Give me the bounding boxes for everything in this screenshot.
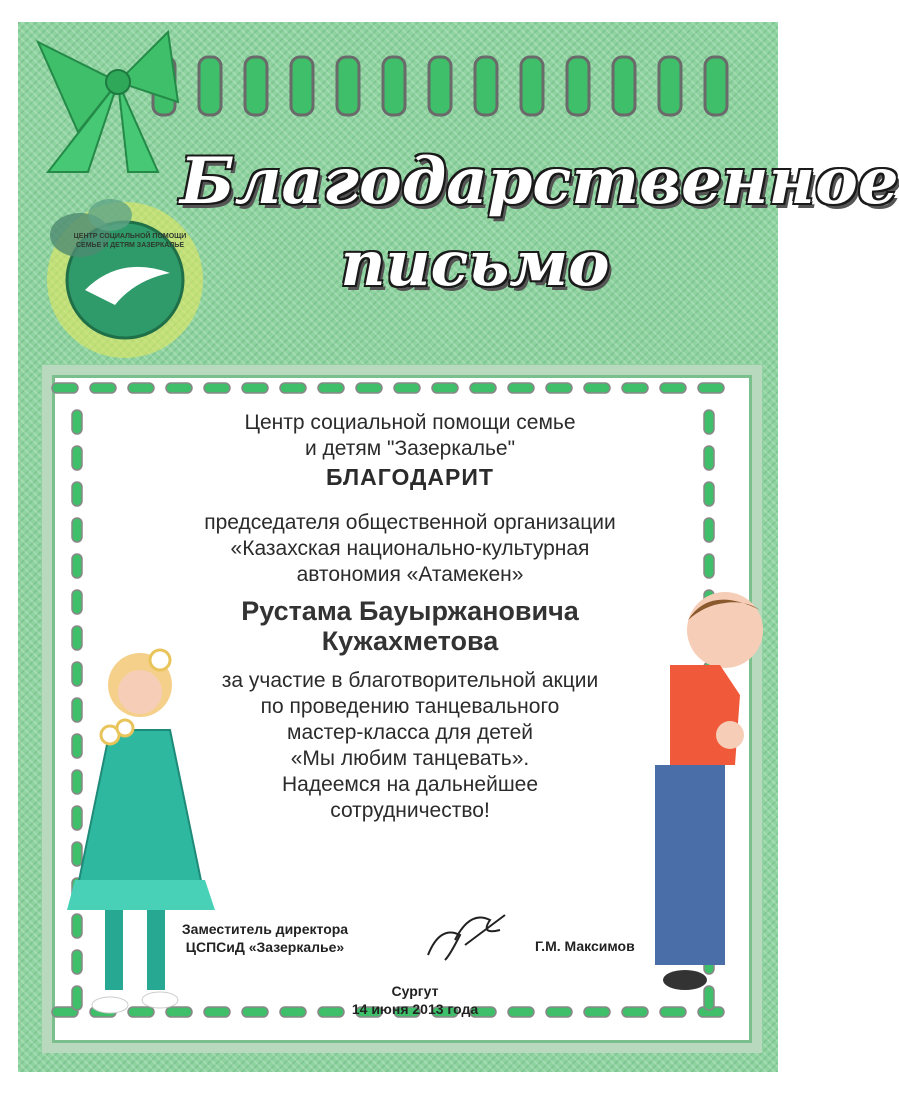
- signatory-title: [165, 920, 365, 956]
- ribbon-loop: [383, 57, 405, 115]
- frame-stitch: [432, 383, 458, 393]
- role-line-3: автономия «Атамекен»: [296, 563, 524, 586]
- frame-stitch: [356, 383, 382, 393]
- frame-stitch: [704, 518, 714, 542]
- thanks-text: БЛАГОДАРИТ: [326, 464, 494, 490]
- message-line-4: «Мы любим танцевать».: [290, 747, 530, 770]
- ribbon-loop: [199, 57, 221, 115]
- ribbon-loop: [521, 57, 543, 115]
- logo-text: ЦЕНТР СОЦИАЛЬНОЙ ПОМОЩИ СЕМЬЕ И ДЕТЯМ ЗАЗЕРКАЛЬЕ: [73, 233, 187, 249]
- ribbon-loop: [337, 57, 359, 115]
- frame-stitch: [280, 383, 306, 393]
- ribbon-loop: [429, 57, 451, 115]
- city: Сургут: [391, 983, 439, 999]
- frame-stitch: [704, 482, 714, 506]
- frame-stitch: [508, 383, 534, 393]
- frame-stitch: [242, 383, 268, 393]
- frame-stitch: [72, 518, 82, 542]
- frame-stitch: [622, 383, 648, 393]
- frame-stitch: [52, 383, 78, 393]
- certificate-body: [150, 410, 670, 824]
- frame-stitch: [660, 383, 686, 393]
- frame-stitch: [584, 383, 610, 393]
- signatory-name: Г.М. Максимов: [535, 938, 635, 954]
- message-line-2: по проведению танцевального: [260, 695, 560, 718]
- certificate-heading: [180, 140, 899, 304]
- ribbon-loop: [291, 57, 313, 115]
- ribbon-binding: [18, 22, 778, 142]
- ribbon-loop: [659, 57, 681, 115]
- frame-stitch: [394, 383, 420, 393]
- handwritten-signature: [420, 905, 510, 965]
- frame-stitch: [704, 554, 714, 578]
- frame-stitch: [72, 410, 82, 434]
- org-line-2: и детям "Зазеркалье": [304, 437, 516, 460]
- frame-stitch: [90, 383, 116, 393]
- frame-stitch: [698, 383, 724, 393]
- ribbon-loop: [613, 57, 635, 115]
- heading-line1: Благодарственное: [180, 144, 899, 219]
- message-line-3: мастер-класса для детей: [287, 721, 533, 744]
- frame-stitch: [166, 383, 192, 393]
- ribbon-loop: [567, 57, 589, 115]
- place-and-date: [300, 982, 530, 1018]
- ribbon-loop: [705, 57, 727, 115]
- heading-line2: письмо: [340, 227, 610, 300]
- org-line-1: Центр социальной помощи семье: [244, 411, 576, 434]
- frame-stitch: [128, 383, 154, 393]
- frame-stitch: [546, 383, 572, 393]
- role-line-1: председателя общественной организации: [204, 511, 616, 534]
- frame-stitch: [72, 482, 82, 506]
- recipient-name-1: Рустама Бауыржановича: [241, 596, 579, 626]
- recipient-name-2: Кужахметова: [321, 626, 499, 656]
- frame-stitch: [470, 383, 496, 393]
- signatory-title-line-1: Заместитель директора: [181, 921, 349, 937]
- frame-stitch: [704, 446, 714, 470]
- frame-stitch: [622, 1007, 648, 1017]
- frame-stitch: [204, 383, 230, 393]
- date: 14 июня 2013 года: [351, 1001, 479, 1017]
- role-line-2: «Казахская национально-культурная: [230, 537, 590, 560]
- frame-stitch: [72, 590, 82, 614]
- frame-stitch: [242, 1007, 268, 1017]
- frame-stitch: [318, 383, 344, 393]
- message-line-1: за участие в благотворительной акции: [221, 669, 599, 692]
- frame-stitch: [704, 410, 714, 434]
- frame-stitch: [72, 446, 82, 470]
- message-line-5: Надеемся на дальнейшее: [281, 773, 539, 796]
- frame-stitch: [72, 554, 82, 578]
- ribbon-loop: [475, 57, 497, 115]
- ribbon-loop: [245, 57, 267, 115]
- frame-stitch: [546, 1007, 572, 1017]
- message-line-6: сотрудничество!: [330, 799, 490, 822]
- signatory-title-line-2: ЦСПСиД «Зазеркалье»: [185, 939, 345, 955]
- frame-stitch: [584, 1007, 610, 1017]
